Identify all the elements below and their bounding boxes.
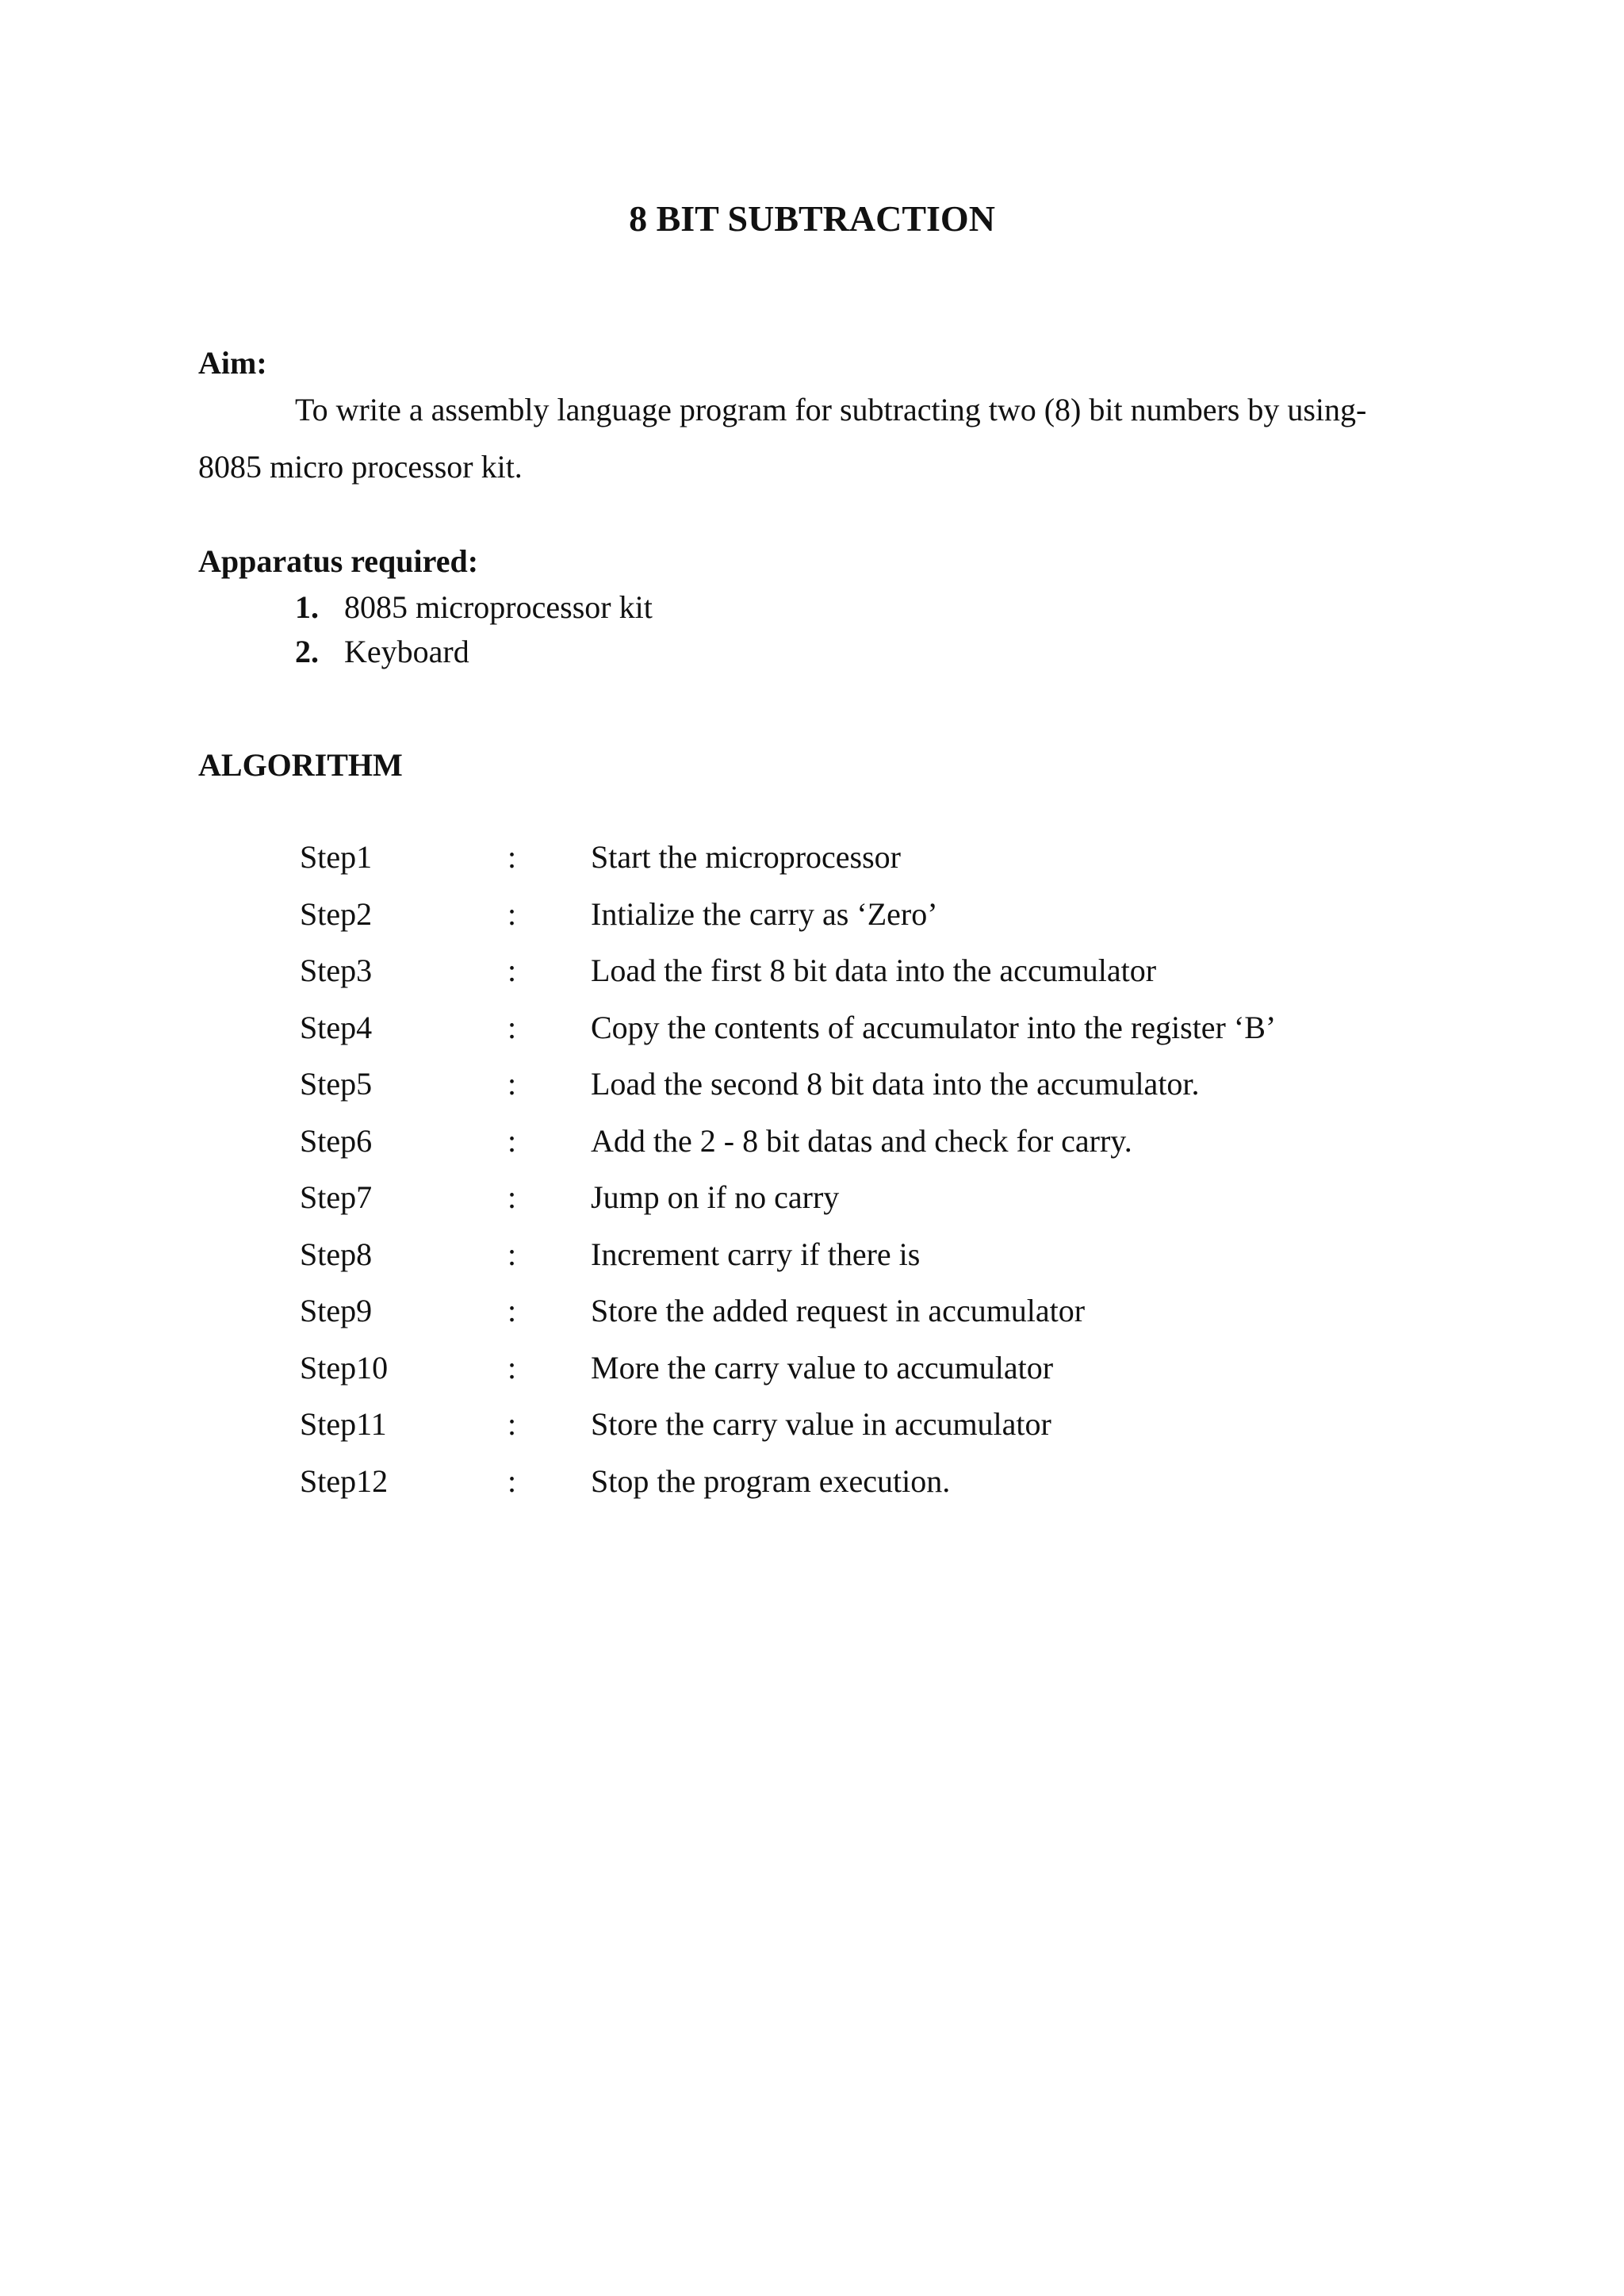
step-colon: : xyxy=(508,1179,517,1215)
step-colon: : xyxy=(508,1462,517,1499)
step-colon: : xyxy=(508,895,517,932)
step-colon: : xyxy=(508,1406,517,1442)
step-label: Step2 xyxy=(300,895,373,932)
step-colon: : xyxy=(508,1236,517,1272)
apparatus-list xyxy=(295,585,653,674)
step-label: Step10 xyxy=(300,1349,389,1386)
aim-heading: Aim: xyxy=(198,345,267,381)
step-description: More the carry value to accumulator xyxy=(591,1349,1054,1386)
apparatus-heading: Apparatus required: xyxy=(198,543,479,579)
step-description: Jump on if no carry xyxy=(591,1179,840,1215)
step-label: Step7 xyxy=(300,1179,373,1215)
step-colon: : xyxy=(508,1122,517,1159)
step-description: Add the 2 - 8 bit datas and check for carry. xyxy=(591,1122,1132,1159)
step-description: Store the added request in accumulator xyxy=(591,1293,1086,1328)
step-description: Start the microprocessor xyxy=(591,839,901,875)
step-label: Step9 xyxy=(300,1293,373,1328)
step-label: Step8 xyxy=(300,1236,373,1272)
step-description: Load the first 8 bit data into the accumulator xyxy=(591,953,1157,988)
step-description: Store the carry value in accumulator xyxy=(591,1406,1051,1442)
page-title: 8 BIT SUBTRACTION xyxy=(629,198,995,239)
apparatus-item-text: 8085 microprocessor kit xyxy=(344,589,653,625)
step-label: Step11 xyxy=(300,1406,387,1442)
step-label: Step1 xyxy=(300,839,373,875)
aim-text-line2: 8085 micro processor kit. xyxy=(198,449,523,485)
step-colon: : xyxy=(508,1349,517,1386)
step-colon: : xyxy=(508,839,517,875)
step-label: Step4 xyxy=(300,1009,373,1045)
step-label: Step12 xyxy=(300,1462,389,1499)
step-label: Step3 xyxy=(300,953,373,988)
step-colon: : xyxy=(508,1066,517,1102)
step-label: Step5 xyxy=(300,1066,373,1102)
step-colon: : xyxy=(508,953,517,988)
algorithm-heading: ALGORITHM xyxy=(198,747,403,783)
aim-text-line1: To write a assembly language program for subtracting two (8) bit numbers by using- xyxy=(295,392,1367,427)
step-label: Step6 xyxy=(300,1122,373,1159)
step-colon: : xyxy=(508,1293,517,1328)
step-description: Copy the contents of accumulator into the register ‘B’ xyxy=(591,1009,1277,1045)
step-description: Load the second 8 bit data into the accumulator. xyxy=(591,1066,1200,1102)
apparatus-item-text: Keyboard xyxy=(344,634,469,669)
apparatus-item xyxy=(295,630,653,674)
step-description: Stop the program execution. xyxy=(591,1462,951,1499)
step-description: Increment carry if there is xyxy=(591,1236,921,1272)
apparatus-item-number: 1. xyxy=(295,589,319,625)
apparatus-item xyxy=(295,585,653,630)
step-description: Intialize the carry as ‘Zero’ xyxy=(591,895,938,932)
apparatus-item-number: 2. xyxy=(295,634,319,669)
step-colon: : xyxy=(508,1009,517,1045)
